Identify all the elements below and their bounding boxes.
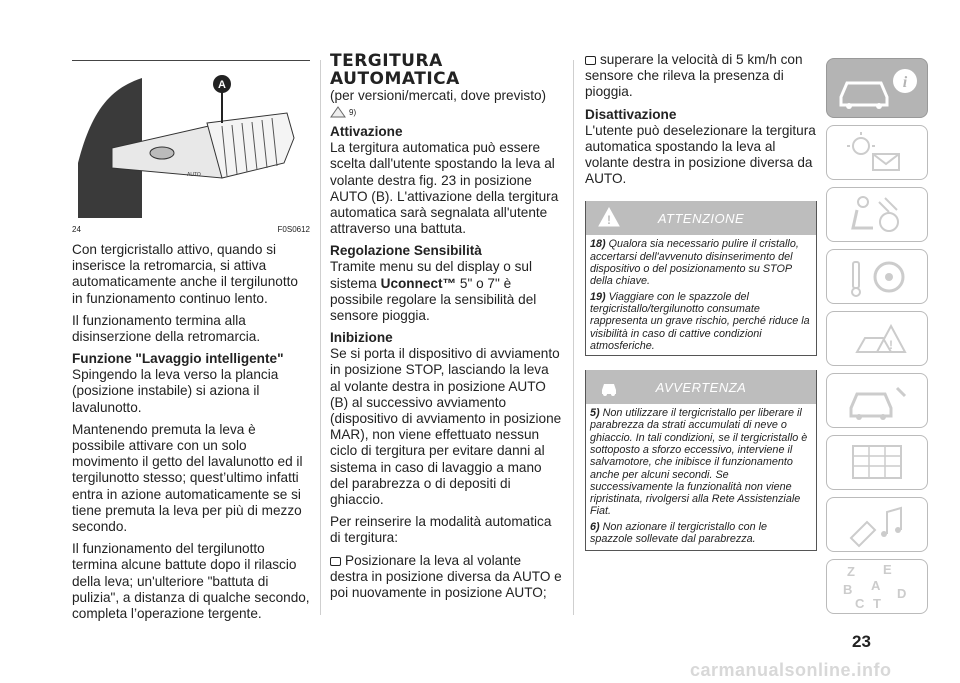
car-service-icon	[827, 374, 927, 427]
bullet-text: superare la velocità di 5 km/h con sensore che rileva la presenza di pioggia.	[585, 52, 803, 100]
note-number: 18)	[590, 238, 606, 251]
warning-road-icon	[827, 312, 927, 365]
paragraph: La tergitura automatica può essere scelta dall'utente spostando la leva al volante destra fig. 23 in posizione AUTO (B). L'attivazione della tergitura automatica sarà segnalata all'utente attraverso una battuta.	[330, 140, 559, 237]
figure-wiper-lever	[72, 68, 310, 223]
tab-index[interactable]	[826, 559, 928, 614]
figure-caption	[72, 225, 310, 234]
note-number: 19)	[590, 290, 606, 303]
heading-smart-wash: Funzione "Lavaggio intelligente"	[72, 351, 284, 367]
note-text: Non azionare il tergicristallo con le spazzole sollevate dal parabrezza.	[590, 520, 768, 546]
tab-car-info[interactable]	[826, 58, 928, 118]
svg-text:i: i	[902, 74, 908, 91]
text-run: Tramite menu su del display o sul sistema	[330, 259, 532, 291]
svg-text:C: C	[855, 596, 865, 611]
bullet-text: Posizionare la leva al volante destra in posizione diversa da AUTO e poi nuovamente in posizione AUTO;	[330, 552, 562, 601]
column-3	[585, 52, 817, 551]
bullet-item	[330, 553, 562, 602]
heading-sensitivity: Regolazione Sensibilità	[330, 243, 482, 259]
svg-text:AUTO: AUTO	[187, 172, 201, 178]
warning-triangle-icon	[330, 106, 346, 118]
heading-deactivation: Disattivazione	[585, 106, 677, 122]
bullet-icon	[330, 557, 341, 566]
svg-text:Z: Z	[847, 564, 855, 579]
warning-note	[586, 235, 816, 290]
note-number: 5)	[590, 407, 600, 420]
lights-mail-icon	[827, 126, 927, 179]
tab-steering-key[interactable]	[826, 249, 928, 304]
paragraph: Mantenendo premuta la leva è possibile attivare con un solo movimento il getto del lavalunotto ed il tergilunotto stesso; quest’ultimo infatti entra in azione automaticamente se si tiene premuta la leva per più di mezzo secondo.	[72, 421, 303, 535]
car-info-icon	[827, 59, 927, 117]
caution-header	[586, 370, 816, 404]
callout-a: A	[218, 79, 226, 91]
svg-text:E: E	[883, 562, 892, 577]
figure-code: F0S0612	[277, 225, 310, 234]
heading-activation: Attivazione	[330, 124, 403, 140]
caution-note	[586, 404, 816, 521]
column-1	[72, 60, 310, 628]
paragraph: Se si porta il dispositivo di avviamento in posizione STOP, lasciando la leva al volante destra in posizione AUTO (B) al successivo avviamento (dispositivo di avviamento in posizione MAR), non viene effettuato nessun ciclo di tergitura per evitare danni al sistema in caso di lavaggio a mano del parabrezza o di depositi di ghiaccio.	[330, 346, 562, 508]
tab-car-service[interactable]	[826, 373, 928, 428]
tab-specs-grid[interactable]	[826, 435, 928, 490]
text-run: 5" o 7" è possibile regolare la sensibilità del sensore pioggia.	[330, 275, 537, 324]
uconnect-label: Uconnect™	[380, 275, 457, 291]
svg-text:!: !	[889, 338, 893, 352]
svg-text:A: A	[871, 578, 881, 593]
caution-note	[586, 521, 816, 551]
reference-number: 9)	[349, 107, 357, 117]
caution-box	[585, 370, 817, 551]
reference-note	[330, 106, 562, 118]
note-text: Viaggiare con le spazzole del tergicristallo/tergilunotto consumate rappresenta un grave rischio, perché riduce la visibilità in caso di cattive condizioni atmosferiche.	[590, 290, 810, 352]
figure-number: 24	[72, 225, 81, 234]
column-2	[330, 52, 562, 607]
warning-header	[586, 201, 816, 235]
paragraph: Per reinserire la modalità automatica di tergitura:	[330, 514, 552, 546]
specs-grid-icon	[827, 436, 927, 489]
paragraph: Spingendo la leva verso la plancia (posizione instabile) si aziona il lavalunotto.	[72, 367, 279, 415]
paragraph: L'utente può deselezionare la tergitura automatica spostando la leva al volante destra in posizione diversa da AUTO.	[585, 122, 816, 187]
wiper-lever-illustration	[72, 68, 310, 223]
section-title: TERGITURA AUTOMATICA	[330, 51, 460, 89]
car-caution-icon	[598, 376, 620, 396]
bullet-icon	[585, 56, 596, 65]
svg-text:B: B	[843, 582, 853, 597]
svg-text:D: D	[897, 586, 907, 601]
tab-airbag-seat[interactable]	[826, 187, 928, 242]
airbag-seat-icon	[827, 188, 927, 241]
svg-text:!: !	[607, 213, 611, 228]
note-text: Non utilizzare il tergicristallo per liberare il parabrezza da strati accumulati di neve o ghiaccio. In tali condizioni, se il tergicristallo è sottoposto a sforzo eccessivo, interviene il salvamotore, che inibisce il funzionamento anche per alcuni secondi. Se successivamente la funzionalità non viene ripristinata, rivolgersi alla Rete Assistenziale Fiat.	[590, 407, 808, 518]
page-number: 23	[852, 632, 871, 651]
note-number: 6)	[590, 520, 600, 533]
warning-note	[586, 291, 816, 355]
column-divider	[320, 60, 321, 615]
caution-title: AVVERTENZA	[655, 379, 747, 395]
svg-text:T: T	[873, 596, 881, 611]
paragraph: Con tergicristallo attivo, quando si inserisce la retromarcia, si attiva automaticamente anche il tergilunotto in funzionamento continuo lento.	[72, 242, 298, 306]
warning-triangle-icon	[598, 207, 620, 227]
tab-warning-road[interactable]	[826, 311, 928, 366]
section-subtitle: (per versioni/mercati, dove previsto)	[330, 88, 547, 103]
paragraph: Il funzionamento termina alla disinserzione della retromarcia.	[72, 312, 261, 345]
media-music-icon	[827, 498, 927, 551]
paragraph: Il funzionamento del tergilunotto termina alcune battute dopo il rilascio della leva; un'ulteriore "battuta di pulizia", a distanza di qualche secondo, completa l’operazione tergente.	[72, 541, 310, 622]
column-divider	[573, 60, 574, 615]
tab-lights-mail[interactable]	[826, 125, 928, 180]
tab-media-music[interactable]	[826, 497, 928, 552]
steering-key-icon	[827, 250, 927, 303]
bullet-item	[585, 52, 817, 101]
index-letters-icon	[827, 560, 927, 613]
watermark: carmanualsonline.info	[690, 660, 892, 680]
warning-box	[585, 201, 817, 356]
heading-inhibition: Inibizione	[330, 330, 393, 346]
warning-title: ATTENZIONE	[657, 210, 745, 226]
paragraph	[330, 259, 562, 324]
note-text: Qualora sia necessario pulire il cristallo, accertarsi dell'avvenuto disinserimento del dispositivo o del posizionamento su STOP della chiave.	[590, 238, 799, 288]
